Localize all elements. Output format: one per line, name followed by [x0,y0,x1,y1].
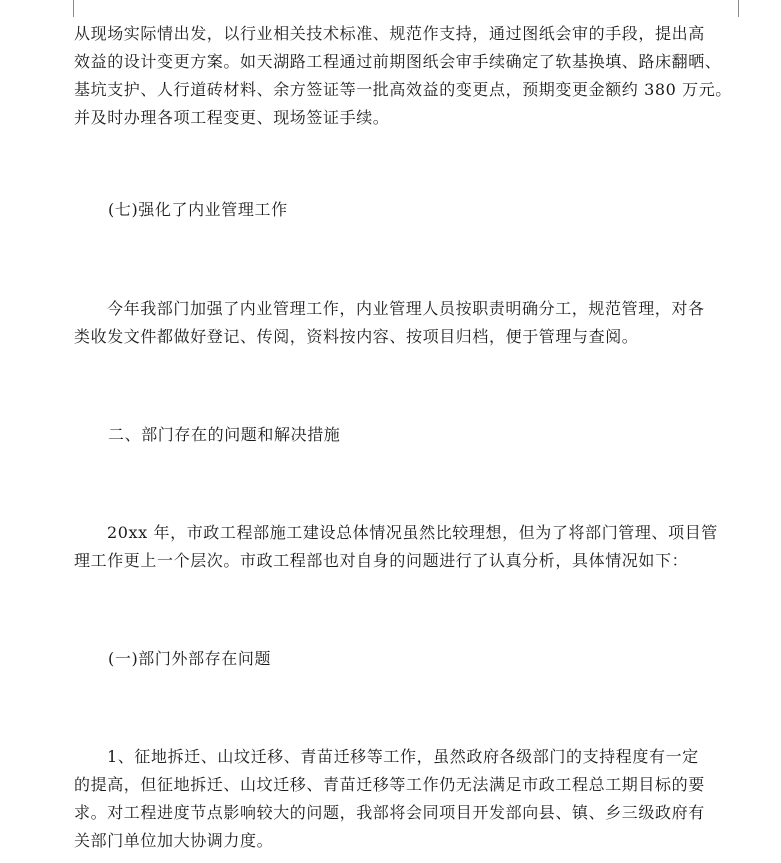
paragraph-line: 关部门单位加大协调力度。 [74,831,274,850]
paragraph-line: 今年我部门加强了内业管理工作，内业管理人员按职责明确分工，规范管理，对各 [107,299,705,318]
section-heading-7: (七)强化了内业管理工作 [108,200,288,219]
page-corner-mark-left [73,0,74,17]
paragraph-line: 类收发文件都做好登记、传阅，资料按内容、按项目归档，便于管理与查阅。 [74,327,639,346]
paragraph-line: 效益的设计变更方案。如天湖路工程通过前期图纸会审手续确定了软基换填、路床翻晒、 [74,52,722,71]
paragraph-line: 20xx 年，市政工程部施工建设总体情况虽然比较理想，但为了将部门管理、项目管 [107,523,718,542]
paragraph-land-acquisition [74,743,744,855]
paragraph-line: 求。对工程进度节点影响较大的问题，我部将会同项目开发部向县、镇、乡三级政府有 [74,803,705,822]
section-heading-1: (一)部门外部存在问题 [108,649,272,668]
paragraph-design-change [74,20,744,132]
paragraph-overview [74,519,744,575]
paragraph-line: 基坑支护、人行道砖材料、余方签证等一批高效益的变更点，预期变更金额约 380 万元。 [74,80,732,99]
page-corner-mark-right [738,0,739,17]
paragraph-line: 并及时办理各项工程变更、现场签证手续。 [74,108,390,127]
paragraph-internal-management [74,295,744,351]
paragraph-line: 从现场实际情出发，以行业相关技术标准、规范作支持，通过图纸会审的手段，提出高 [74,24,705,43]
paragraph-line: 1、征地拆迁、山坟迁移、青苗迁移等工作，虽然政府各级部门的支持程度有一定 [107,747,699,766]
paragraph-line: 的提高，但征地拆迁、山坟迁移、青苗迁移等工作仍无法满足市政工程总工期目标的要 [74,775,705,794]
section-heading-2: 二、部门存在的问题和解决措施 [108,425,341,444]
paragraph-line: 理工作更上一个层次。市政工程部也对自身的问题进行了认真分析，具体情况如下： [74,551,689,570]
